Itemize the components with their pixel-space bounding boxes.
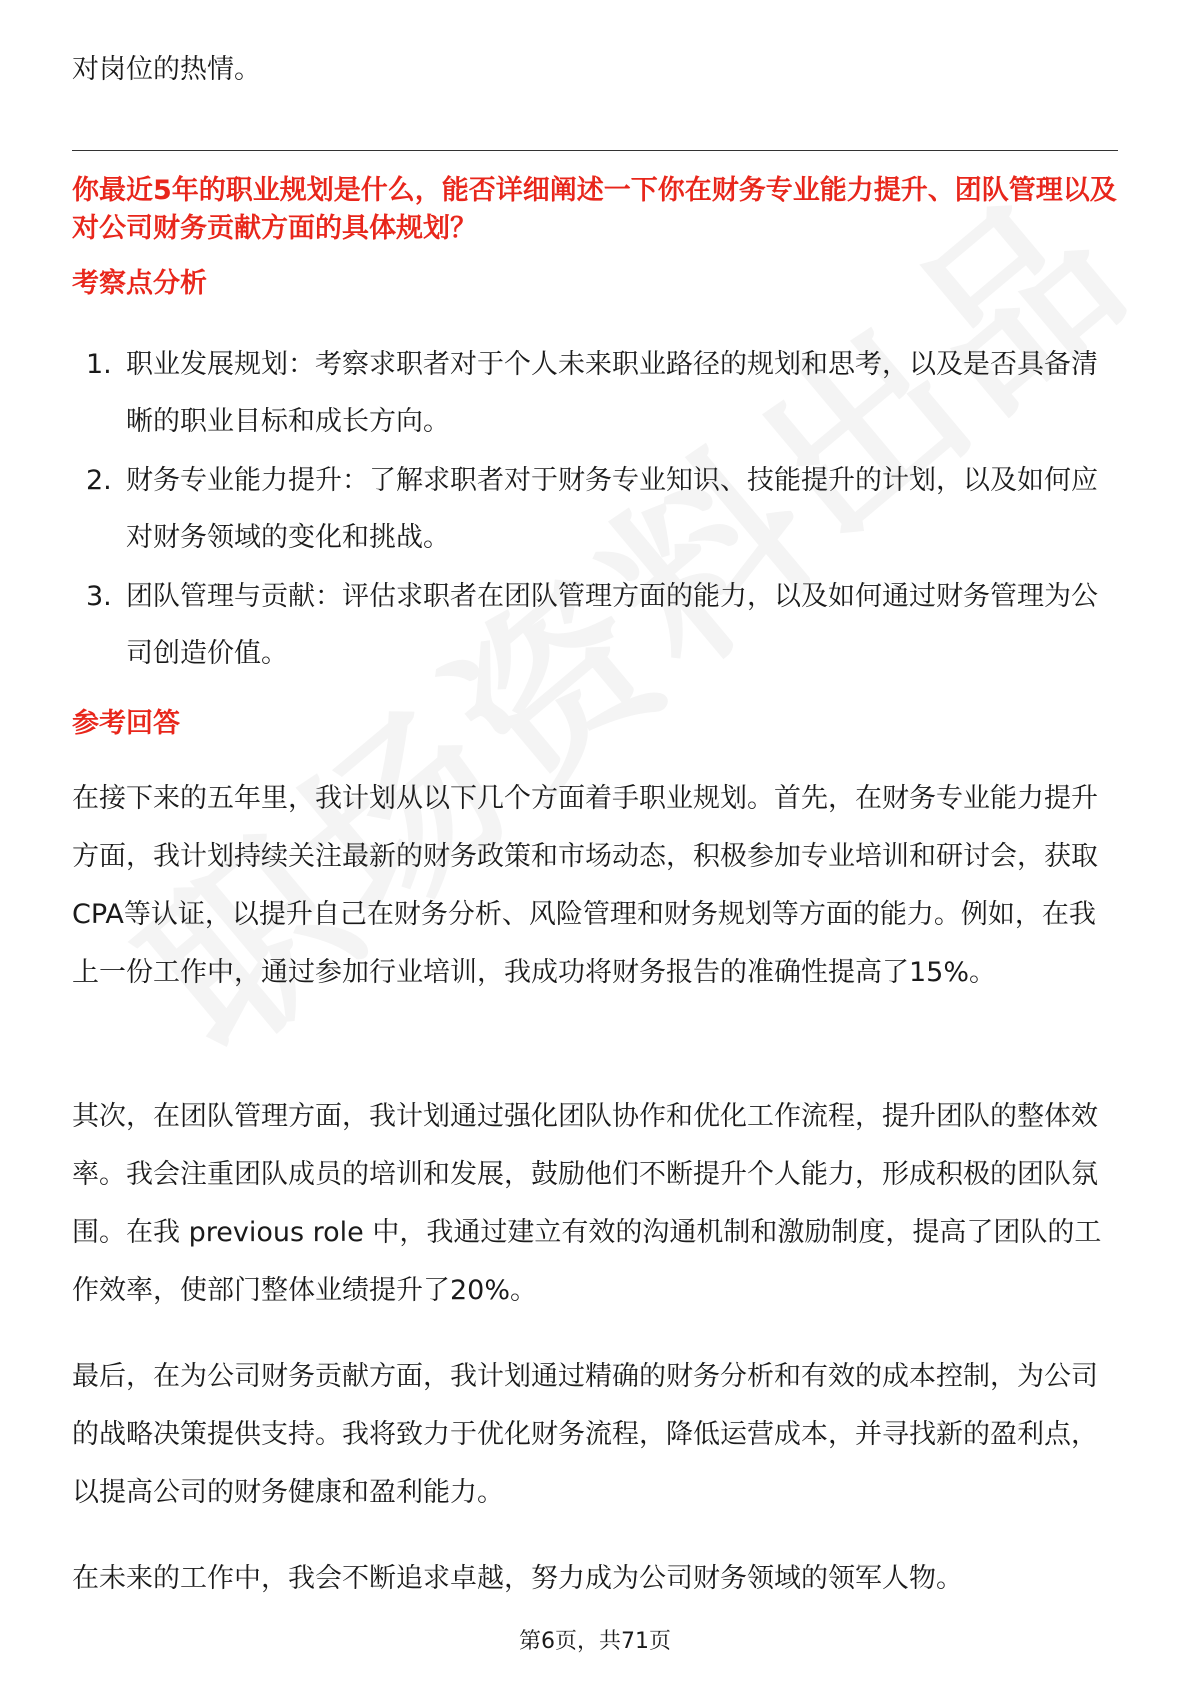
list-item-text: 财务专业能力提升：了解求职者对于财务专业知识、技能提升的计划，以及如何应对财务领域的变化和挑战。 [126,465,1098,553]
answer-paragraph: 在接下来的五年里，我计划从以下几个方面着手职业规划。首先，在财务专业能力提升方面，我计划持续关注最新的财务政策和市场动态，积极参加专业培训和研讨会，获取CPA等认证，以提升自己在财务分析、风险管理和财务规划等方面的能力。例如，在我上一份工作中，通过参加行业培训，我成功将财务报告的准确性提高了15%。 [72,783,1098,988]
list-item [72,336,1122,450]
answer-paragraph: 最后，在为公司财务贡献方面，我计划通过精确的财务分析和有效的成本控制，为公司的战略决策提供支持。我将致力于优化财务流程，降低运营成本，并寻找新的盈利点，以提高公司的财务健康和盈利能力。 [72,1361,1098,1508]
page-number: 第6页，共71页 [519,1629,671,1654]
question-heading: 你最近5年的职业规划是什么，能否详细阐述一下你在财务专业能力提升、团队管理以及对公司财务贡献方面的具体规划？ [72,175,1117,244]
analysis-heading: 考察点分析 [72,268,207,299]
analysis-list [72,336,1122,684]
list-item [72,568,1122,682]
answer-paragraph: 在未来的工作中，我会不断追求卓越，努力成为公司财务领域的领军人物。 [72,1563,963,1594]
list-number: 2. [86,465,112,496]
answer-paragraph: 其次，在团队管理方面，我计划通过强化团队协作和优化工作流程，提升团队的整体效率。我会注重团队成员的培训和发展，鼓励他们不断提升个人能力，形成积极的团队氛围。在我 previous role 中，我通过建立有效的沟通机制和激励制度，提高了团队的工作效率，使部门整体业绩提升了20%。 [72,1101,1102,1306]
divider [72,150,1118,151]
answer-heading: 参考回答 [72,708,180,739]
list-item-text: 职业发展规划：考察求职者对于个人未来职业路径的规划和思考，以及是否具备清晰的职业目标和成长方向。 [126,349,1098,437]
list-number: 3. [86,581,112,612]
list-item [72,452,1122,566]
list-number: 1. [86,349,112,380]
lead-text: 对岗位的热情。 [72,54,261,85]
list-item-text: 团队管理与贡献：评估求职者在团队管理方面的能力，以及如何通过财务管理为公司创造价值。 [126,581,1098,669]
